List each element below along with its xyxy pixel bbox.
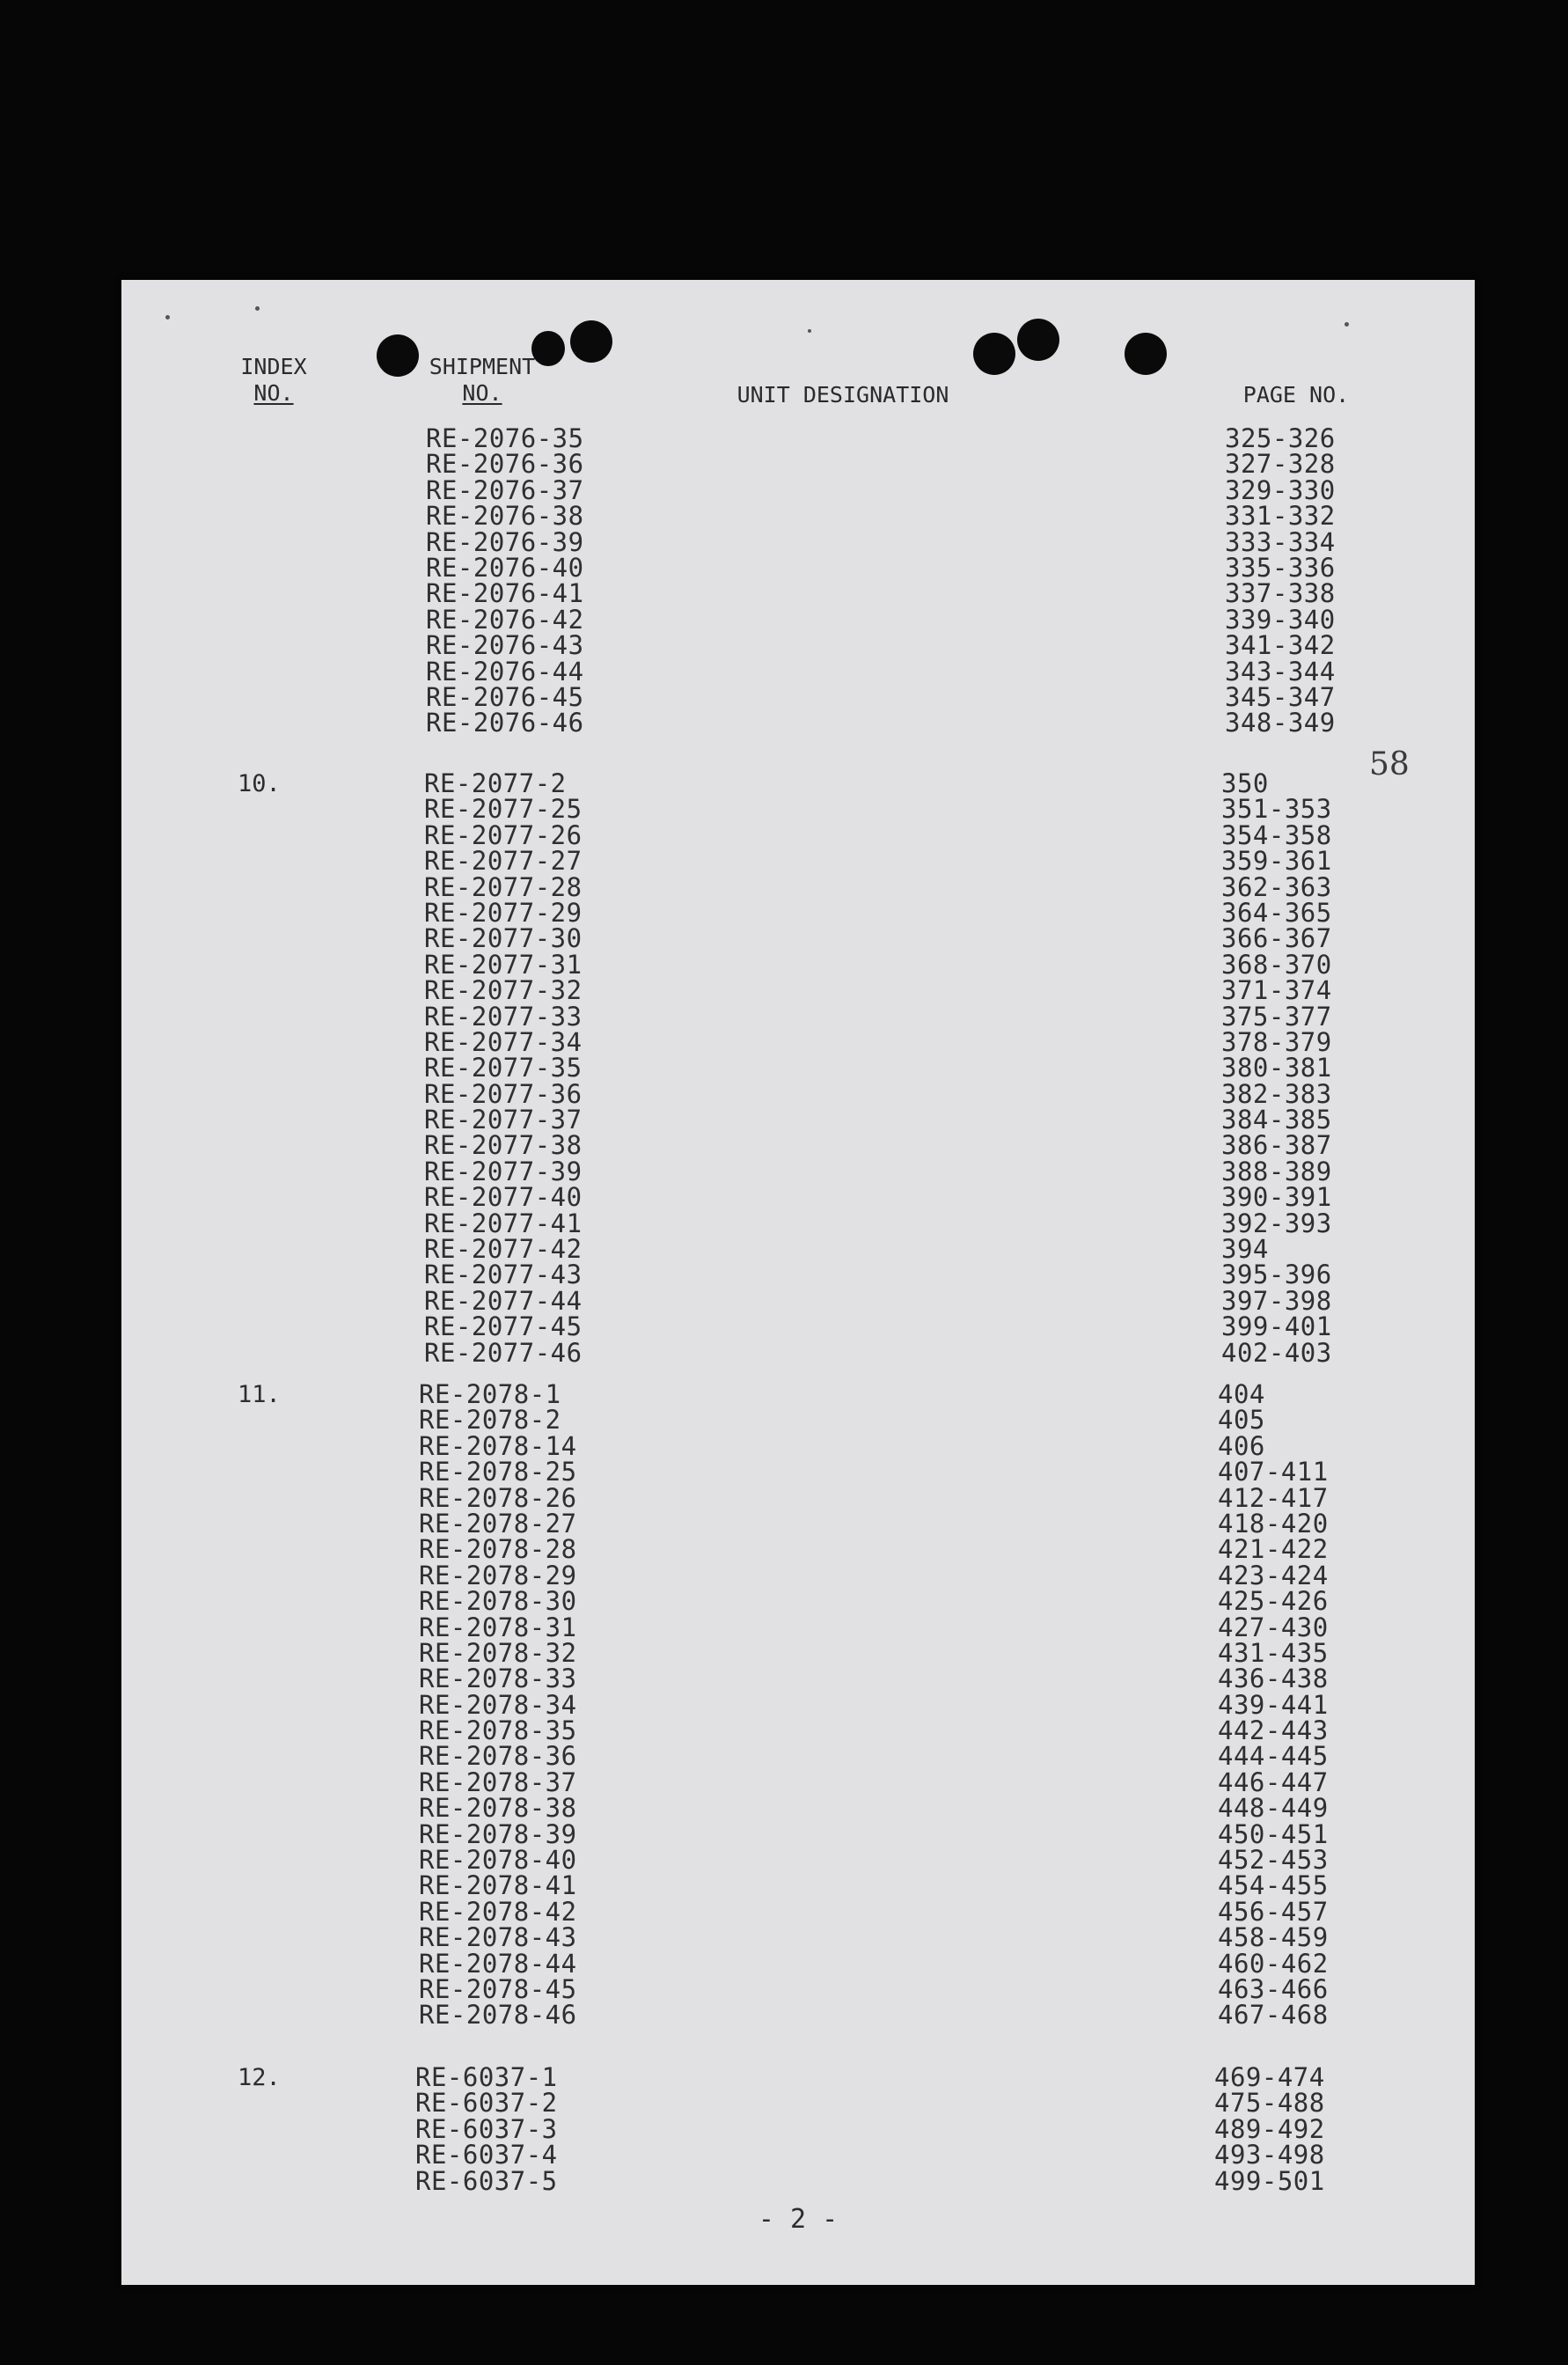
shipment-number: RE-2076-40 <box>426 552 584 583</box>
shipment-number: RE-2078-46 <box>419 2000 577 2031</box>
shipment-number: RE-2076-39 <box>426 526 584 557</box>
shipment-number: RE-6037-4 <box>415 2140 558 2170</box>
page-range: 469-474 <box>1214 2062 1325 2092</box>
page-range: 418-420 <box>1218 1508 1329 1539</box>
page-range: 463-466 <box>1218 1973 1329 2004</box>
page-range: 427-430 <box>1218 1612 1329 1642</box>
page-range: 460-462 <box>1218 1948 1329 1979</box>
shipment-number: RE-2078-34 <box>419 1689 577 1720</box>
page-range: 371-374 <box>1221 975 1332 1006</box>
page-range: 431-435 <box>1218 1637 1329 1668</box>
page-range: 452-453 <box>1218 1845 1329 1876</box>
speck <box>255 306 260 311</box>
shipment-number: RE-2078-44 <box>419 1948 577 1979</box>
shipment-number: RE-2077-46 <box>424 1337 583 1368</box>
page-list <box>1214 2062 1325 2196</box>
shipment-number: RE-2078-33 <box>419 1664 577 1694</box>
page-range: 327-328 <box>1225 449 1336 480</box>
shipment-number: RE-2078-41 <box>419 1870 577 1901</box>
page-range: 388-389 <box>1221 1156 1332 1186</box>
page-number-footer: - 2 - <box>758 2204 839 2235</box>
punch-hole <box>1017 319 1059 361</box>
document-page <box>121 280 1475 2285</box>
page-range: 375-377 <box>1221 1001 1332 1032</box>
page-range: 407-411 <box>1218 1457 1329 1487</box>
page-no-header: PAGE NO. <box>1242 382 1350 408</box>
page-range: 394 <box>1221 1234 1269 1265</box>
shipment-number: RE-2077-41 <box>424 1208 583 1238</box>
shipment-number: RE-2076-42 <box>426 604 584 635</box>
page-range: 384-385 <box>1221 1105 1332 1135</box>
shipment-number: RE-2076-37 <box>426 474 584 505</box>
shipment-number: RE-2076-38 <box>426 501 584 532</box>
punch-hole <box>973 333 1015 375</box>
shipment-number: RE-2077-44 <box>424 1285 583 1316</box>
shipment-header-line1: SHIPMENT <box>429 354 536 379</box>
shipment-number: RE-6037-5 <box>415 2165 558 2196</box>
shipment-number: RE-2077-27 <box>424 846 583 877</box>
shipment-number: RE-2078-39 <box>419 1818 577 1849</box>
shipment-number: RE-2077-42 <box>424 1234 583 1265</box>
shipment-list <box>424 768 583 1368</box>
page-range: 423-424 <box>1218 1560 1329 1590</box>
page-range: 354-358 <box>1221 819 1332 850</box>
page-range: 359-361 <box>1221 846 1332 877</box>
page-list <box>1225 423 1336 738</box>
shipment-number: RE-2077-26 <box>424 819 583 850</box>
speck <box>1345 322 1349 327</box>
shipment-number: RE-2077-32 <box>424 975 583 1006</box>
page-range: 444-445 <box>1218 1741 1329 1772</box>
shipment-number: RE-2078-31 <box>419 1612 577 1642</box>
shipment-number: RE-2077-25 <box>424 794 583 825</box>
page-range: 404 <box>1218 1379 1265 1409</box>
page-range: 386-387 <box>1221 1130 1332 1161</box>
page-range: 366-367 <box>1221 923 1332 954</box>
punch-hole <box>377 334 419 377</box>
page-range: 325-326 <box>1225 423 1336 453</box>
page-range: 439-441 <box>1218 1689 1329 1720</box>
shipment-number: RE-2078-14 <box>419 1430 577 1461</box>
page-range: 425-426 <box>1218 1586 1329 1617</box>
page-range: 475-488 <box>1214 2088 1325 2119</box>
page-range: 335-336 <box>1225 552 1336 583</box>
page-range: 446-447 <box>1218 1766 1329 1797</box>
page-range: 421-422 <box>1218 1534 1329 1565</box>
page-range: 351-353 <box>1221 794 1332 825</box>
page-list <box>1221 768 1332 1368</box>
shipment-number: RE-2076-36 <box>426 449 584 480</box>
shipment-list <box>419 1379 577 2031</box>
page-range: 331-332 <box>1225 501 1336 532</box>
shipment-number: RE-2077-31 <box>424 949 583 980</box>
shipment-number: RE-2077-39 <box>424 1156 583 1186</box>
shipment-number: RE-2077-2 <box>424 768 567 798</box>
shipment-number: RE-2078-42 <box>419 1896 577 1927</box>
page-range: 345-347 <box>1225 681 1336 712</box>
shipment-number: RE-2077-38 <box>424 1130 583 1161</box>
shipment-number: RE-2078-45 <box>419 1973 577 2004</box>
shipment-number: RE-2078-40 <box>419 1845 577 1876</box>
shipment-number: RE-2076-41 <box>426 578 584 609</box>
page-range: 380-381 <box>1221 1053 1332 1083</box>
page-range: 390-391 <box>1221 1182 1332 1213</box>
page-range: 405 <box>1218 1405 1265 1436</box>
shipment-number: RE-2076-43 <box>426 630 584 661</box>
page-range: 348-349 <box>1225 708 1336 738</box>
page-range: 392-393 <box>1221 1208 1332 1238</box>
page-range: 333-334 <box>1225 526 1336 557</box>
shipment-number: RE-6037-1 <box>415 2062 558 2092</box>
page-range: 337-338 <box>1225 578 1336 609</box>
page-range: 448-449 <box>1218 1793 1329 1824</box>
page-range: 378-379 <box>1221 1026 1332 1057</box>
page-range: 382-383 <box>1221 1078 1332 1109</box>
shipment-number: RE-2077-29 <box>424 897 583 928</box>
index-number: 11. <box>238 1381 281 1408</box>
page-range: 454-455 <box>1218 1870 1329 1901</box>
page-list <box>1218 1379 1329 2031</box>
page-range: 339-340 <box>1225 604 1336 635</box>
shipment-number: RE-2078-43 <box>419 1922 577 1953</box>
page-range: 442-443 <box>1218 1715 1329 1746</box>
shipment-number: RE-2078-27 <box>419 1508 577 1539</box>
shipment-header-line2: NO. <box>462 380 502 406</box>
shipment-number: RE-2078-1 <box>419 1379 561 1409</box>
shipment-number: RE-2077-45 <box>424 1311 583 1342</box>
shipment-number: RE-2078-25 <box>419 1457 577 1487</box>
index-header <box>225 354 322 407</box>
shipment-number: RE-2077-34 <box>424 1026 583 1057</box>
speck <box>165 315 170 319</box>
shipment-number: RE-2077-30 <box>424 923 583 954</box>
page-range: 456-457 <box>1218 1896 1329 1927</box>
index-header-line2: NO. <box>253 380 294 406</box>
page-range: 489-492 <box>1214 2113 1325 2144</box>
shipment-number: RE-2078-32 <box>419 1637 577 1668</box>
page-range: 364-365 <box>1221 897 1332 928</box>
unit-designation-header: UNIT DESIGNATION <box>736 382 949 408</box>
punch-hole <box>1125 333 1167 375</box>
page-range: 399-401 <box>1221 1311 1332 1342</box>
page-range: 436-438 <box>1218 1664 1329 1694</box>
shipment-list <box>415 2062 558 2196</box>
shipment-number: RE-2078-30 <box>419 1586 577 1617</box>
page-range: 406 <box>1218 1430 1265 1461</box>
shipment-number: RE-2078-26 <box>419 1482 577 1513</box>
shipment-number: RE-2078-37 <box>419 1766 577 1797</box>
margin-note: 58 <box>1369 746 1410 782</box>
page-range: 329-330 <box>1225 474 1336 505</box>
page-range: 450-451 <box>1218 1818 1329 1849</box>
shipment-number: RE-2077-40 <box>424 1182 583 1213</box>
page-range: 397-398 <box>1221 1285 1332 1316</box>
page-range: 412-417 <box>1218 1482 1329 1513</box>
page-range: 458-459 <box>1218 1922 1329 1953</box>
shipment-header <box>421 354 544 407</box>
shipment-number: RE-6037-2 <box>415 2088 558 2119</box>
punch-hole <box>570 320 612 363</box>
shipment-number: RE-2078-38 <box>419 1793 577 1824</box>
shipment-number: RE-2077-36 <box>424 1078 583 1109</box>
shipment-number: RE-6037-3 <box>415 2113 558 2144</box>
page-range: 362-363 <box>1221 871 1332 902</box>
page-range: 350 <box>1221 768 1269 798</box>
shipment-number: RE-2076-44 <box>426 656 584 687</box>
shipment-number: RE-2077-33 <box>424 1001 583 1032</box>
shipment-number: RE-2076-46 <box>426 708 584 738</box>
shipment-number: RE-2078-29 <box>419 1560 577 1590</box>
shipment-number: RE-2078-36 <box>419 1741 577 1772</box>
shipment-number: RE-2077-37 <box>424 1105 583 1135</box>
shipment-number: RE-2077-43 <box>424 1260 583 1290</box>
page-range: 467-468 <box>1218 2000 1329 2031</box>
page-range: 493-498 <box>1214 2140 1325 2170</box>
shipment-number: RE-2078-35 <box>419 1715 577 1746</box>
page-range: 343-344 <box>1225 656 1336 687</box>
index-number: 10. <box>238 770 281 797</box>
shipment-list <box>426 423 584 738</box>
shipment-number: RE-2077-35 <box>424 1053 583 1083</box>
shipment-number: RE-2077-28 <box>424 871 583 902</box>
page-range: 368-370 <box>1221 949 1332 980</box>
page-range: 395-396 <box>1221 1260 1332 1290</box>
speck <box>808 329 811 333</box>
shipment-number: RE-2078-2 <box>419 1405 561 1436</box>
page-range: 341-342 <box>1225 630 1336 661</box>
index-number: 12. <box>238 2064 281 2091</box>
page-range: 499-501 <box>1214 2165 1325 2196</box>
shipment-number: RE-2078-28 <box>419 1534 577 1565</box>
page-range: 402-403 <box>1221 1337 1332 1368</box>
shipment-number: RE-2076-35 <box>426 423 584 453</box>
index-header-line1: INDEX <box>240 354 307 379</box>
shipment-number: RE-2076-45 <box>426 681 584 712</box>
